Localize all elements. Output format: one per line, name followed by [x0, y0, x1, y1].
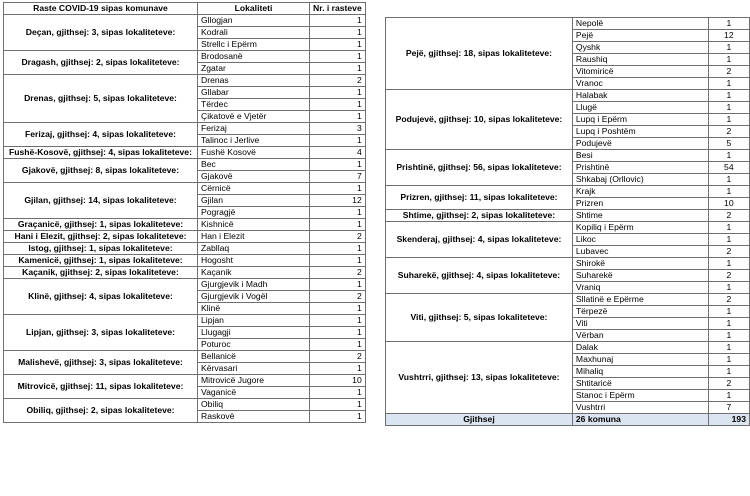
locality-cell: Fushë Kosovë	[198, 147, 310, 159]
municipality-label: Drenas, gjithsej: 5, sipas lokaliteteve:	[4, 75, 198, 123]
locality-cell: Suharekë	[572, 270, 708, 282]
locality-cell: Zgatar	[198, 63, 310, 75]
locality-cell: Besi	[572, 150, 708, 162]
locality-cell: Sllatinë e Epërme	[572, 294, 708, 306]
table-row	[4, 219, 366, 231]
case-count-cell: 1	[310, 15, 366, 27]
case-count-cell: 2	[708, 270, 749, 282]
locality-cell: Gjurgjevik i Vogël	[198, 291, 310, 303]
table-row	[4, 231, 366, 243]
case-count-cell: 2	[310, 267, 366, 279]
municipality-label: Kamenicë, gjithsej: 1, sipas lokaliteteve:	[4, 255, 198, 267]
locality-cell: Gjurgjevik i Madh	[198, 279, 310, 291]
case-count-cell: 1	[310, 87, 366, 99]
municipality-label: Podujevë, gjithsej: 10, sipas lokaliteteve:	[386, 90, 573, 150]
municipality-label: Vushtrri, gjithsej: 13, sipas lokaliteteve:	[386, 342, 573, 414]
case-count-cell: 2	[310, 291, 366, 303]
case-count-cell: 1	[708, 390, 749, 402]
case-count-cell: 2	[310, 75, 366, 87]
locality-cell: Shkabaj (Orllovic)	[572, 174, 708, 186]
header-municipality: Raste COVID-19 sipas komunave	[4, 3, 198, 15]
municipality-label: Skenderaj, gjithsej: 4, sipas lokaliteteve:	[386, 222, 573, 258]
case-count-cell: 1	[310, 219, 366, 231]
locality-cell: Prizren	[572, 198, 708, 210]
case-count-cell: 7	[310, 171, 366, 183]
case-count-cell: 2	[708, 294, 749, 306]
case-count-cell: 1	[310, 243, 366, 255]
locality-cell: Brodosanë	[198, 51, 310, 63]
case-count-cell: 1	[708, 306, 749, 318]
locality-cell: Kaçanik	[198, 267, 310, 279]
locality-cell: Raushiq	[572, 54, 708, 66]
locality-cell: Dalak	[572, 342, 708, 354]
total-label: Gjithsej	[386, 414, 573, 426]
case-count-cell: 1	[310, 363, 366, 375]
case-count-cell: 2	[310, 351, 366, 363]
locality-cell: Gllabar	[198, 87, 310, 99]
total-cases: 193	[708, 414, 749, 426]
table-row	[4, 51, 366, 63]
table-row	[4, 123, 366, 135]
municipality-label: Graçanicë, gjithsej: 1, sipas lokaliteteve:	[4, 219, 198, 231]
locality-cell: Kopiliq i Epërm	[572, 222, 708, 234]
municipality-label: Pejë, gjithsej: 18, sipas lokaliteteve:	[386, 18, 573, 90]
case-count-cell: 1	[708, 150, 749, 162]
locality-cell: Mitrovicë Jugore	[198, 375, 310, 387]
locality-cell: Klinë	[198, 303, 310, 315]
case-count-cell: 1	[310, 303, 366, 315]
table-row	[4, 147, 366, 159]
table-row	[4, 15, 366, 27]
locality-cell: Raskovë	[198, 411, 310, 423]
locality-cell: Zabllaq	[198, 243, 310, 255]
locality-cell: Vaganicë	[198, 387, 310, 399]
case-count-cell: 1	[708, 186, 749, 198]
locality-cell: Qyshk	[572, 42, 708, 54]
locality-cell: Poturoc	[198, 339, 310, 351]
locality-cell: Shirokë	[572, 258, 708, 270]
header-row	[4, 3, 366, 15]
table-row	[4, 399, 366, 411]
municipality-label: Fushë-Kosovë, gjithsej: 4, sipas lokaliteteve:	[4, 147, 198, 159]
total-row	[386, 414, 750, 426]
locality-cell: Tërdec	[198, 99, 310, 111]
case-count-cell: 3	[310, 123, 366, 135]
case-count-cell: 2	[708, 66, 749, 78]
case-count-cell: 1	[310, 207, 366, 219]
locality-cell: Podujevë	[572, 138, 708, 150]
locality-cell: Lubavec	[572, 246, 708, 258]
case-count-cell: 1	[310, 327, 366, 339]
case-count-cell: 1	[310, 279, 366, 291]
locality-cell: Gjilan	[198, 195, 310, 207]
locality-cell: Nepolë	[572, 18, 708, 30]
case-count-cell: 1	[310, 183, 366, 195]
table-row	[4, 159, 366, 171]
case-count-cell: 1	[708, 54, 749, 66]
municipality-label: Klinë, gjithsej: 4, sipas lokaliteteve:	[4, 279, 198, 315]
locality-cell: Obiliq	[198, 399, 310, 411]
right-table-body	[386, 18, 750, 414]
case-count-cell: 1	[708, 330, 749, 342]
locality-cell: Stanoc i Epërm	[572, 390, 708, 402]
case-count-cell: 1	[708, 234, 749, 246]
municipality-label: Prishtinë, gjithsej: 56, sipas lokaliteteve:	[386, 150, 573, 186]
case-count-cell: 1	[310, 27, 366, 39]
table-row	[4, 183, 366, 195]
case-count-cell: 2	[310, 231, 366, 243]
case-count-cell: 12	[708, 30, 749, 42]
table-row	[4, 315, 366, 327]
locality-cell: Maxhunaj	[572, 354, 708, 366]
locality-cell: Kodrali	[198, 27, 310, 39]
case-count-cell: 1	[708, 258, 749, 270]
case-count-cell: 1	[310, 111, 366, 123]
case-count-cell: 1	[708, 222, 749, 234]
locality-cell: Llugagji	[198, 327, 310, 339]
locality-cell: Gllogjan	[198, 15, 310, 27]
case-count-cell: 1	[310, 159, 366, 171]
case-count-cell: 1	[310, 135, 366, 147]
case-count-cell: 1	[310, 411, 366, 423]
locality-cell: Drenas	[198, 75, 310, 87]
case-count-cell: 1	[708, 282, 749, 294]
table-row	[386, 18, 750, 30]
municipality-label: Obiliq, gjithsej: 2, sipas lokaliteteve:	[4, 399, 198, 423]
case-count-cell: 1	[708, 90, 749, 102]
locality-cell: Halabak	[572, 90, 708, 102]
header-cases: Nr. i rasteve	[310, 3, 366, 15]
case-count-cell: 5	[708, 138, 749, 150]
case-count-cell: 7	[708, 402, 749, 414]
municipality-label: Kaçanik, gjithsej: 2, sipas lokaliteteve:	[4, 267, 198, 279]
municipality-label: Hani i Elezit, gjithsej: 2, sipas lokaliteteve:	[4, 231, 198, 243]
case-count-cell: 10	[708, 198, 749, 210]
case-count-cell: 1	[310, 399, 366, 411]
case-count-cell: 1	[310, 339, 366, 351]
case-count-cell: 1	[708, 366, 749, 378]
locality-cell: Kishnicë	[198, 219, 310, 231]
municipality-label: Istog, gjithsej: 1, sipas lokaliteteve:	[4, 243, 198, 255]
municipality-label: Deçan, gjithsej: 3, sipas lokaliteteve:	[4, 15, 198, 51]
case-count-cell: 2	[708, 126, 749, 138]
case-count-cell: 1	[708, 318, 749, 330]
locality-cell: Lupq i Epërm	[572, 114, 708, 126]
table-row	[4, 279, 366, 291]
header-locality: Lokaliteti	[198, 3, 310, 15]
locality-cell: Ferizaj	[198, 123, 310, 135]
locality-cell: Hogosht	[198, 255, 310, 267]
left-table-body	[4, 15, 366, 423]
case-count-cell: 1	[708, 78, 749, 90]
table-row	[4, 375, 366, 387]
case-count-cell: 1	[708, 342, 749, 354]
locality-cell: Shtime	[572, 210, 708, 222]
locality-cell: Cërnicë	[198, 183, 310, 195]
municipality-label: Gjilan, gjithsej: 14, sipas lokaliteteve:	[4, 183, 198, 219]
table-row	[4, 267, 366, 279]
left-table-panel	[3, 2, 366, 423]
table-row	[386, 222, 750, 234]
table-row	[4, 243, 366, 255]
municipality-label: Shtime, gjithsej: 2, sipas lokaliteteve:	[386, 210, 573, 222]
case-count-cell: 1	[310, 387, 366, 399]
locality-cell: Likoc	[572, 234, 708, 246]
table-row	[386, 90, 750, 102]
case-count-cell: 10	[310, 375, 366, 387]
locality-cell: Llugë	[572, 102, 708, 114]
case-count-cell: 1	[708, 42, 749, 54]
locality-cell: Vërban	[572, 330, 708, 342]
case-count-cell: 2	[708, 246, 749, 258]
table-row	[4, 255, 366, 267]
case-count-cell: 1	[310, 39, 366, 51]
locality-cell: Vitomiricë	[572, 66, 708, 78]
table-row	[386, 258, 750, 270]
locality-cell: Krajk	[572, 186, 708, 198]
municipality-label: Ferizaj, gjithsej: 4, sipas lokaliteteve:	[4, 123, 198, 147]
right-cases-table	[385, 17, 750, 426]
locality-cell: Viti	[572, 318, 708, 330]
case-count-cell: 1	[708, 174, 749, 186]
total-municipalities: 26 komuna	[572, 414, 708, 426]
case-count-cell: 1	[310, 63, 366, 75]
table-row	[386, 150, 750, 162]
case-count-cell: 12	[310, 195, 366, 207]
municipality-label: Prizren, gjithsej: 11, sipas lokaliteteve:	[386, 186, 573, 210]
locality-cell: Gjakovë	[198, 171, 310, 183]
right-table-panel	[385, 17, 750, 426]
case-count-cell: 2	[708, 210, 749, 222]
municipality-label: Malishevë, gjithsej: 3, sipas lokaliteteve:	[4, 351, 198, 375]
table-row	[4, 351, 366, 363]
municipality-label: Dragash, gjithsej: 2, sipas lokaliteteve:	[4, 51, 198, 75]
locality-cell: Lipjan	[198, 315, 310, 327]
locality-cell: Vushtrri	[572, 402, 708, 414]
table-row	[386, 186, 750, 198]
locality-cell: Han i Elezit	[198, 231, 310, 243]
locality-cell: Vranoc	[572, 78, 708, 90]
locality-cell: Lupq i Poshtëm	[572, 126, 708, 138]
municipality-label: Lipjan, gjithsej: 3, sipas lokaliteteve:	[4, 315, 198, 351]
case-count-cell: 1	[310, 51, 366, 63]
case-count-cell: 1	[708, 18, 749, 30]
locality-cell: Prishtinë	[572, 162, 708, 174]
locality-cell: Tërpezë	[572, 306, 708, 318]
locality-cell: Pogragjë	[198, 207, 310, 219]
municipality-label: Suharekë, gjithsej: 4, sipas lokaliteteve:	[386, 258, 573, 294]
municipality-label: Mitrovicë, gjithsej: 11, sipas lokaliteteve:	[4, 375, 198, 399]
municipality-label: Gjakovë, gjithsej: 8, sipas lokaliteteve:	[4, 159, 198, 183]
locality-cell: Vraniq	[572, 282, 708, 294]
locality-cell: Shtitaricë	[572, 378, 708, 390]
case-count-cell: 1	[708, 114, 749, 126]
table-row	[4, 75, 366, 87]
case-count-cell: 1	[708, 102, 749, 114]
locality-cell: Mihaliq	[572, 366, 708, 378]
locality-cell: Çikatovë e Vjetër	[198, 111, 310, 123]
case-count-cell: 1	[310, 99, 366, 111]
case-count-cell: 1	[310, 315, 366, 327]
case-count-cell: 1	[708, 354, 749, 366]
case-count-cell: 1	[310, 255, 366, 267]
case-count-cell: 4	[310, 147, 366, 159]
table-row	[386, 294, 750, 306]
table-row	[386, 210, 750, 222]
locality-cell: Bec	[198, 159, 310, 171]
locality-cell: Kërvasari	[198, 363, 310, 375]
left-cases-table	[3, 2, 366, 423]
municipality-label: Viti, gjithsej: 5, sipas lokaliteteve:	[386, 294, 573, 342]
case-count-cell: 2	[708, 378, 749, 390]
table-row	[386, 342, 750, 354]
locality-cell: Strellc i Epërm	[198, 39, 310, 51]
locality-cell: Pejë	[572, 30, 708, 42]
locality-cell: Bellanicë	[198, 351, 310, 363]
locality-cell: Talinoc i Jerlive	[198, 135, 310, 147]
case-count-cell: 54	[708, 162, 749, 174]
